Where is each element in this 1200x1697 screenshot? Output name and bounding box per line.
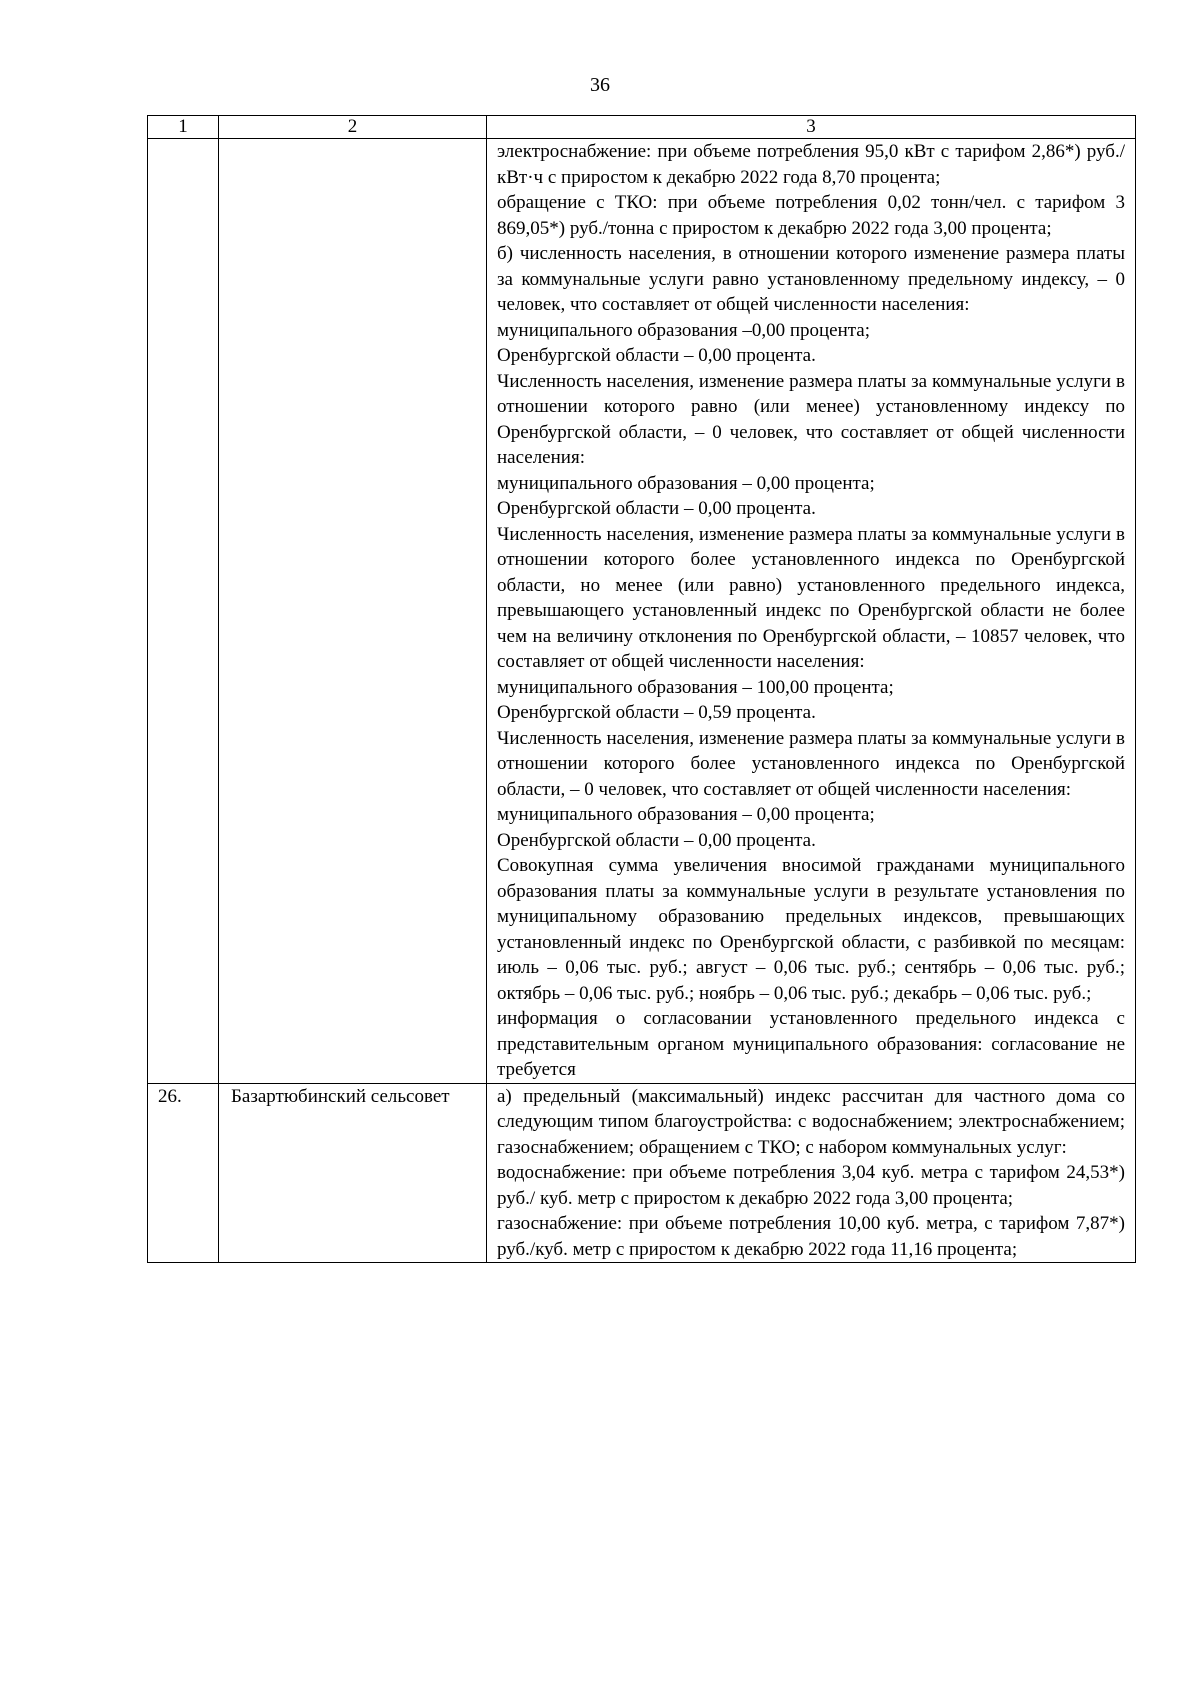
row-number: 26. [148, 1083, 219, 1263]
paragraph: электроснабжение: при объеме потребления 95,0 кВт с тарифом 2,86*) руб./кВт·ч с приростом к декабрю 2022 года 8,70 процента; [497, 141, 1125, 188]
paragraph: Оренбургской области – 0,00 процента. [497, 829, 816, 851]
table-row [148, 139, 1136, 1084]
paragraph: муниципального образования – 100,00 процента; [497, 676, 894, 698]
paragraph: Численность населения, изменение размера платы за коммунальные услуги в отношении которого равно (или менее) установленному индексу по Оренбургской области, – 0 человек, что составляет от общей численности населения: [497, 370, 1125, 468]
paragraph: муниципального образования – 0,00 процента; [497, 804, 875, 825]
municipality-name [219, 139, 487, 1084]
paragraph: Оренбургской области – 0,00 процента. [497, 345, 816, 366]
page-number: 36 [590, 74, 610, 96]
paragraph: б) численность населения, в отношении которого изменение размера платы за коммунальные услуги равно установленному предельному индексу, – 0 человек, что составляет от общей численности населения: [497, 243, 1125, 315]
paragraph: Совокупная сумма увеличения вносимой гражданами муниципального образования платы за коммунальные услуги в результате установления по муниципальному образованию предельных индексов, превышающих установленный индекс по Оренбургской области, с разбивкой по месяцам: июль – 0,06 тыс. руб.; август – 0,06 тыс. руб.; сентябрь – 0,06 тыс. руб.; октябрь – 0,06 тыс. руб.; ноябрь – 0,06 тыс. руб.; декабрь – 0,06 тыс. руб.; [497, 855, 1125, 1004]
paragraph: а) предельный (максимальный) индекс рассчитан для частного дома со следующим типом благоустройства: с водоснабжением; электроснабжением; газоснабжением; обращением с ТКО; с набором коммунальных услуг: [497, 1085, 1125, 1158]
row-number [148, 139, 219, 1084]
paragraph: газоснабжение: при объеме потребления 10,00 куб. метра, с тарифом 7,87*) руб./куб. метр с приростом к декабрю 2022 года 11,16 процента; [497, 1213, 1125, 1260]
paragraph: муниципального образования –0,00 процента; [497, 319, 871, 341]
paragraph: Оренбургской области – 0,00 процента. [497, 498, 816, 519]
row-description [487, 1083, 1136, 1263]
paragraph: Оренбургской области – 0,59 процента. [497, 702, 816, 723]
paragraph: обращение с ТКО: при объеме потребления 0,02 тонн/чел. с тарифом 3 869,05*) руб./тонна с приростом к декабрю 2022 года 3,00 процента; [497, 192, 1125, 239]
municipality-name: Базартюбинский сельсовет [219, 1083, 487, 1263]
row-description [487, 139, 1136, 1084]
tariff-table [147, 115, 1136, 1263]
header-col-1: 1 [148, 116, 219, 139]
paragraph: информация о согласовании установленного предельного индекса с представительным органом муниципального образования: согласование не требуется [497, 1008, 1125, 1080]
paragraph: водоснабжение: при объеме потребления 3,04 куб. метра с тарифом 24,53*) руб./ куб. метр с приростом к декабрю 2022 года 3,00 процента; [497, 1162, 1125, 1209]
header-col-2: 2 [219, 116, 487, 139]
paragraph: Численность населения, изменение размера платы за коммунальные услуги в отношении которого более установленного индекса по Оренбургской области, – 0 человек, что составляет от общей численности населения: [497, 727, 1125, 800]
paragraph: муниципального образования – 0,00 процента; [497, 472, 875, 494]
header-col-3: 3 [487, 116, 1136, 139]
table-row [148, 1083, 1136, 1263]
paragraph: Численность населения, изменение размера платы за коммунальные услуги в отношении которого более установленного индекса по Оренбургской области, но менее (или равно) установленного предельного индекса, превышающего установленный индекс по Оренбургской области не более чем на величину отклонения по Оренбургской области, – 10857 человек, что составляет от общей численности населения: [497, 523, 1125, 672]
table-header-row [148, 116, 1136, 139]
